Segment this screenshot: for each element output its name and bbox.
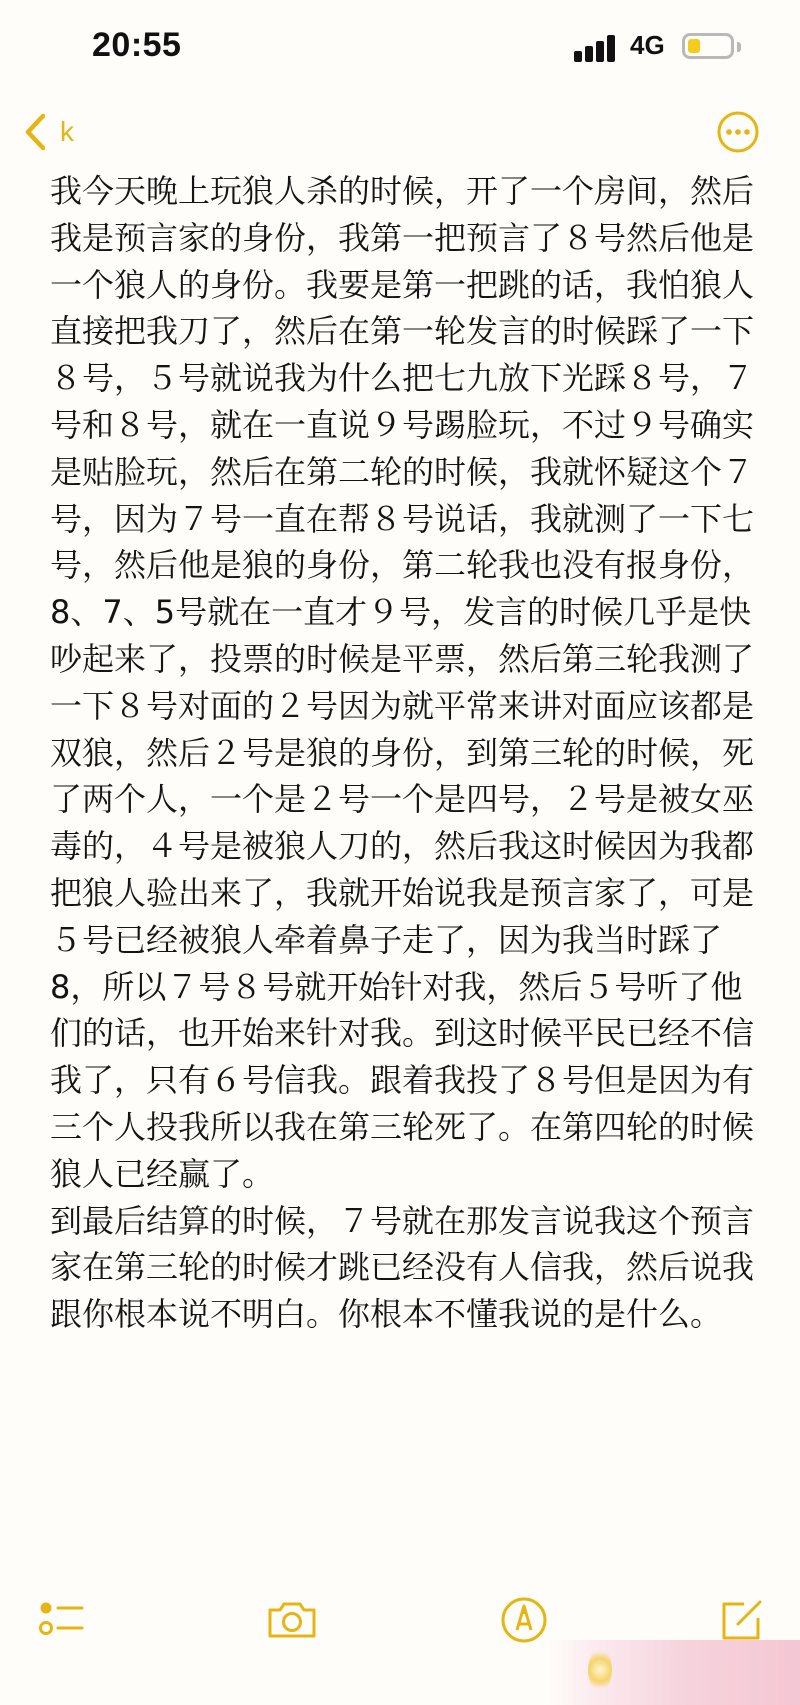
status-bar (0, 0, 800, 96)
chevron-left-icon (24, 113, 46, 151)
markup-pen-icon (496, 1633, 552, 1652)
signal-icon (574, 34, 618, 62)
checklist-button[interactable] (34, 1592, 90, 1648)
checklist-icon (34, 1633, 90, 1652)
more-options-button[interactable] (716, 110, 760, 154)
note-body[interactable] (50, 168, 756, 1338)
glow-decoration (588, 1648, 612, 1692)
markup-button[interactable] (496, 1592, 552, 1648)
camera-icon (264, 1633, 320, 1652)
status-time: 20:55 (92, 26, 182, 64)
network-type: 4G (630, 30, 665, 60)
camera-button[interactable] (264, 1592, 320, 1648)
note-paragraph: 我今天晚上玩狼人杀的时候，开了一个房间，然后我是预言家的身份，我第一把预言了８号然后他是一个狼人的身份。我要是第一把跳的话，我怕狼人直接把我刀了，然后在第一轮发言的时候踩了一下８号，５号就说我为什么把七九放下光踩８号，７号和８号，就在一直说９号踢脸玩，不过９号确实是贴脸玩，然后在第二轮的时候，我就怀疑这个７号，因为７号一直在帮８号说话，我就测了一下七号，然后他是狼的身份，第二轮我也没有报身份，8、7、5号就在一直才９号，发言的时候几乎是快吵起来了，投票的时候是平票，然后第三轮我测了一下８号对面的２号因为就平常来讲对面应该都是双狼，然后２号是狼的身份，到第三轮的时候，死了两个人，一个是２号一个是四号，２号是被女巫毒的，４号是被狼人刀的，然后我这时候因为我都把狼人验出来了，我就开始说我是预言家了，可是５号已经被狼人牵着鼻子走了，因为我当时踩了8，所以７号８号就开始针对我，然后５号听了他们的话，也开始来针对我。到这时候平民已经不信我了，只有６号信我。跟着我投了８号但是因为有三个人投我所以我在第三轮死了。在第四轮的时候狼人已经赢了。 (50, 172, 755, 1193)
more-options-icon (716, 139, 760, 158)
back-button[interactable] (24, 106, 74, 158)
battery-level (688, 39, 700, 53)
nav-bar (0, 100, 800, 164)
note-paragraph: 到最后结算的时候，７号就在那发言说我这个预言家在第三轮的时候才跳已经没有人信我，然后说我跟你根本说不明白。你根本不懂我说的是什么。 (50, 1201, 755, 1334)
battery-cap (737, 42, 741, 52)
corner-decoration (548, 1640, 800, 1705)
battery-icon (682, 33, 734, 59)
back-label: k (60, 116, 74, 147)
